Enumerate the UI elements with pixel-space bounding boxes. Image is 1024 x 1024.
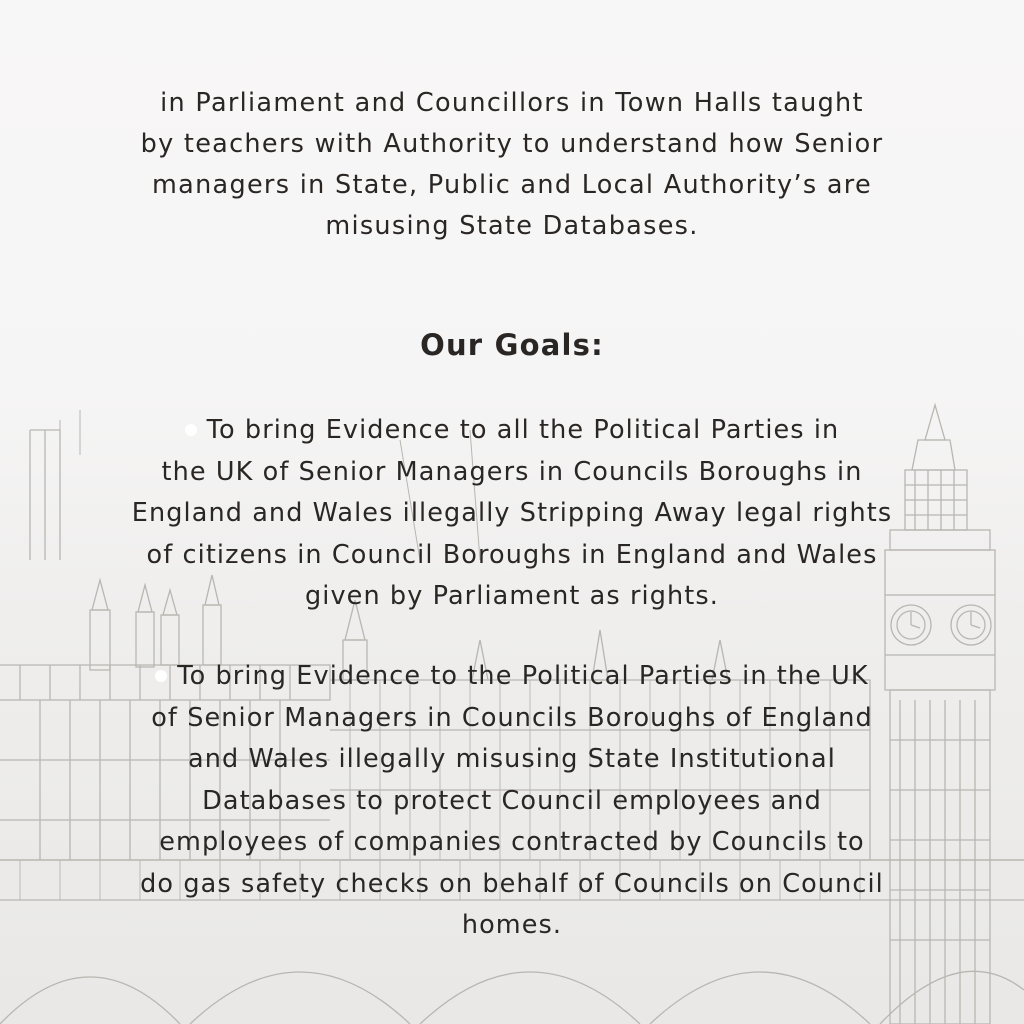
goal-line-text: To bring Evidence to all the Political Parties in: [206, 415, 840, 445]
goal-line: do gas safety checks on behalf of Councils on Council: [140, 868, 884, 899]
goal-line: of citizens in Council Boroughs in England and Wales: [146, 539, 878, 570]
goal-line: [40, 410, 984, 452]
goal-line: England and Wales illegally Stripping Away legal rights: [131, 498, 893, 528]
intro-line: by teachers with Authority to understand how Senior: [140, 129, 884, 159]
intro-line: in Parliament and Councillors in Town Halls taught: [160, 88, 864, 118]
goal-line: given by Parliament as rights.: [305, 581, 719, 611]
goal-line: Databases to protect Council employees and: [202, 785, 822, 816]
intro-line: managers in State, Public and Local Authority’s are: [152, 170, 872, 200]
goal-item-2: [40, 656, 984, 947]
bullet-icon: [155, 670, 167, 682]
goal-line-text: To bring Evidence to the Political Parties in the UK: [177, 661, 869, 691]
goal-item-1: [40, 410, 984, 618]
bullet-icon: [185, 424, 197, 436]
goal-line: and Wales illegally misusing State Institutional: [188, 744, 836, 774]
intro-line: misusing State Databases.: [325, 211, 699, 241]
goal-line: employees of companies contracted by Councils to: [159, 827, 865, 857]
goal-line: [40, 656, 984, 698]
goal-line: of Senior Managers in Councils Boroughs of England: [151, 702, 873, 733]
goals-heading: Our Goals:: [420, 328, 604, 362]
intro-paragraph: [60, 83, 964, 247]
goal-line: homes.: [461, 910, 563, 940]
goal-line: the UK of Senior Managers in Councils Boroughs in: [161, 456, 863, 487]
